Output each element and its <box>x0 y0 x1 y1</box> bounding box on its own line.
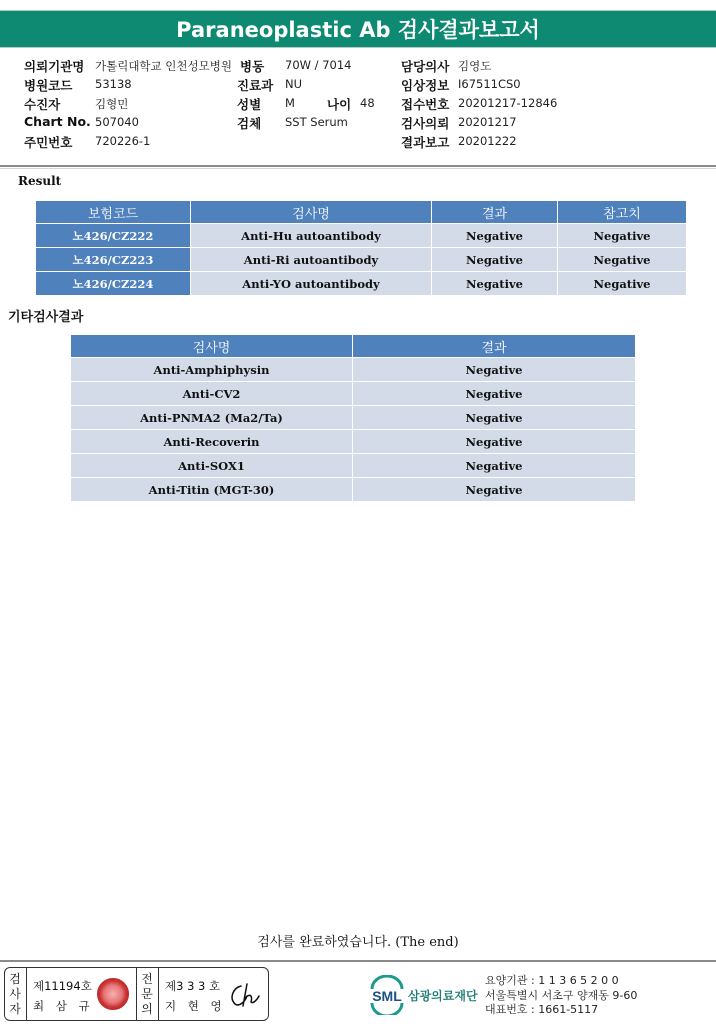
address: 서울특별시 서초구 양재동 9-60 <box>485 988 638 1002</box>
institution-value: 가톨릭대학교 인천성모병원 <box>95 59 232 73</box>
test-name-cell: Anti-Ri autoantibody <box>191 248 432 272</box>
chart-no-label: Chart No. <box>24 114 91 129</box>
tester-name: 최 삼 규 <box>33 999 94 1013</box>
result-cell: Negative <box>353 454 636 478</box>
result-section-title: Result <box>18 174 62 188</box>
divider-top <box>0 165 716 167</box>
hospital-code-value: 53138 <box>95 77 132 91</box>
signature-divider <box>158 968 159 1020</box>
result-cell: Negative <box>353 358 636 382</box>
request-date-value: 20201217 <box>458 115 517 129</box>
result-table <box>35 200 687 296</box>
divider-top-thin <box>0 168 716 169</box>
resident-no-label: 주민번호 <box>24 135 73 150</box>
sml-logo-mark <box>366 975 408 1015</box>
foundation-name: 삼광의료재단 <box>408 989 478 1003</box>
sex-label: 성별 <box>237 97 262 112</box>
column-header-result: 결과 <box>353 335 636 358</box>
ward-value: 70W / 7014 <box>285 58 352 72</box>
ward-label: 병동 <box>240 59 265 74</box>
age-label: 나이 <box>327 97 352 112</box>
hospital-code-label: 병원코드 <box>24 78 73 93</box>
column-header-test-name: 검사명 <box>191 201 432 224</box>
column-header-reference: 참고치 <box>558 201 687 224</box>
end-note: 검사를 완료하였습니다. (The end) <box>257 935 459 950</box>
report-date-value: 20201222 <box>458 134 517 148</box>
phone-number: 대표번호 : 1661-5117 <box>485 1003 599 1016</box>
test-name-cell: Anti-YO autoantibody <box>191 272 432 296</box>
request-date-label: 검사의뢰 <box>401 116 450 131</box>
resident-no-value: 720226-1 <box>95 134 151 148</box>
age-value: 48 <box>360 96 375 110</box>
result-cell: Negative <box>432 248 558 272</box>
table-row <box>71 406 636 430</box>
signature-box <box>4 967 269 1021</box>
institution-label: 의뢰기관명 <box>24 59 85 74</box>
report-date-label: 결과보고 <box>401 135 450 150</box>
result-cell: Negative <box>353 478 636 502</box>
signature-divider <box>26 968 27 1020</box>
doctor-label: 담당의사 <box>401 59 450 74</box>
other-tests-table <box>70 334 636 502</box>
patient-info-block <box>0 55 716 165</box>
table-row <box>71 430 636 454</box>
handwritten-signature <box>227 980 263 1010</box>
specimen-label: 검체 <box>237 116 262 131</box>
official-seal-stamp <box>97 978 129 1010</box>
specimen-value: SST Serum <box>285 115 348 129</box>
table-row <box>71 478 636 502</box>
other-tests-section-title: 기타검사결과 <box>8 310 84 325</box>
report-title: Paraneoplastic Ab 검사결과보고서 <box>0 10 716 48</box>
table-row <box>71 358 636 382</box>
divider-bottom <box>0 960 716 962</box>
test-name-cell: Anti-PNMA2 (Ma2/Ta) <box>71 406 353 430</box>
sml-logo <box>366 975 481 1015</box>
specialist-name: 지 현 영 <box>165 999 226 1013</box>
column-header-test-name: 검사명 <box>71 335 353 358</box>
patient-label: 수진자 <box>24 97 61 112</box>
doctor-value: 김영도 <box>458 59 492 73</box>
footer-info <box>485 974 637 1018</box>
insurance-code-cell: 노426/CZ224 <box>36 272 191 296</box>
sex-value: M <box>285 96 295 110</box>
sml-logo-text: SML <box>372 988 402 1004</box>
test-name-cell: Anti-Hu autoantibody <box>191 224 432 248</box>
chart-no-value: 507040 <box>95 115 139 129</box>
result-cell: Negative <box>353 406 636 430</box>
table-row <box>36 248 687 272</box>
dept-label: 진료과 <box>237 78 274 93</box>
patient-value: 김형민 <box>95 97 129 111</box>
clinical-info-value: I67511CS0 <box>458 77 521 91</box>
table-row <box>71 454 636 478</box>
specialist-license: 제3 3 3 호 <box>165 979 221 993</box>
table-row <box>71 382 636 406</box>
tester-license: 제11194호 <box>33 979 92 993</box>
receipt-no-label: 접수번호 <box>401 97 450 112</box>
column-header-result: 결과 <box>432 201 558 224</box>
dept-value: NU <box>285 77 303 91</box>
table-row <box>36 272 687 296</box>
clinical-info-label: 임상정보 <box>401 78 450 93</box>
receipt-no-value: 20201217-12846 <box>458 96 558 110</box>
test-name-cell: Anti-Amphiphysin <box>71 358 353 382</box>
test-name-cell: Anti-CV2 <box>71 382 353 406</box>
tester-label: 검사자 <box>9 972 21 1016</box>
test-name-cell: Anti-SOX1 <box>71 454 353 478</box>
insurance-code-cell: 노426/CZ223 <box>36 248 191 272</box>
test-name-cell: Anti-Recoverin <box>71 430 353 454</box>
specialist-label: 전문의 <box>141 972 153 1016</box>
test-name-cell: Anti-Titin (MGT-30) <box>71 478 353 502</box>
result-cell: Negative <box>353 382 636 406</box>
reference-cell: Negative <box>558 248 687 272</box>
result-cell: Negative <box>353 430 636 454</box>
institution-code: 요양기관 : 1 1 3 6 5 2 0 0 <box>485 974 619 987</box>
table-row <box>36 224 687 248</box>
reference-cell: Negative <box>558 272 687 296</box>
column-header-insurance-code: 보험코드 <box>36 201 191 224</box>
result-cell: Negative <box>432 272 558 296</box>
result-cell: Negative <box>432 224 558 248</box>
insurance-code-cell: 노426/CZ222 <box>36 224 191 248</box>
signature-divider <box>136 968 137 1020</box>
reference-cell: Negative <box>558 224 687 248</box>
